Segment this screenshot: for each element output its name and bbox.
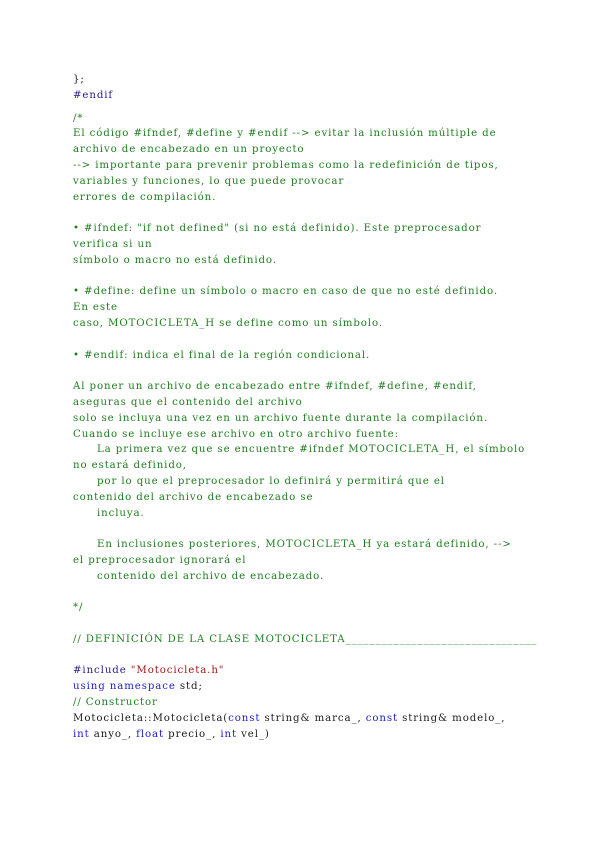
comment-open: /* [73, 112, 84, 124]
param-modelo: string& modelo_, [397, 712, 506, 724]
spacer [73, 104, 528, 111]
comment-line: archivo de encabezado en un proyecto [73, 144, 305, 156]
const-keyword: const [228, 712, 261, 724]
comment-line: caso, MOTOCICLETA_H se define como un símbolo. [73, 317, 383, 329]
comment-line: incluya. [97, 507, 145, 519]
comment-line: --> importante para prevenir problemas como la redefinición de tipos, [73, 159, 499, 171]
comment-line: símbolo o macro no está definido. [73, 254, 277, 266]
comment-line: errores de compilación. [73, 191, 217, 203]
spacer [73, 205, 528, 221]
comment-line: el preprocesador ignorará el [73, 554, 247, 566]
comment-line: no estará definido, [73, 460, 187, 472]
comment-line: Al poner un archivo de encabezado entre #ifndef, #define, #endif, [73, 381, 477, 393]
constructor-signature-line2 [73, 727, 528, 743]
comment-line: En inclusiones posteriores, MOTOCICLETA_H ya estará definido, --> [97, 539, 512, 551]
comment-line: contenido del archivo de encabezado. [97, 570, 325, 582]
spacer [73, 269, 528, 285]
comment-close: */ [73, 602, 84, 614]
float-keyword: float [136, 728, 165, 740]
param-precio: precio_, [164, 728, 221, 740]
include-file: "Motocicleta.h" [130, 665, 225, 677]
close-brace-line: }; [73, 74, 85, 85]
code-document [73, 72, 538, 742]
spacer [73, 585, 528, 601]
constructor-signature-line1 [73, 711, 528, 727]
bullet-define: • #define: define un símbolo o macro en caso de que no esté definido. [73, 286, 498, 298]
comment-line: La primera vez que se encuentre #ifndef MOTOCICLETA_H, el símbolo [97, 444, 526, 456]
const-keyword: const [365, 712, 398, 724]
bullet-endif: • #endif: indica el final de la región condicional. [73, 349, 371, 361]
comment-line: aseguras que el contenido del archivo [73, 396, 303, 408]
param-vel: vel_) [236, 728, 270, 740]
endif-directive: #endif [73, 89, 114, 101]
constructor-name: Motocicleta::Motocicleta( [73, 712, 229, 724]
spacer [73, 616, 528, 632]
include-directive: #include [73, 665, 127, 677]
param-anyo: anyo_, [89, 728, 137, 740]
bullet-ifndef: • #ifndef: "if not defined" (si no está definido). Este preprocesador [73, 223, 482, 235]
int-keyword: int [220, 728, 237, 740]
constructor-comment: // Constructor [73, 697, 158, 709]
comment-line: verifica si un [73, 238, 153, 250]
comment-line: por lo que el preprocesador lo definirá y permitirá que el [97, 475, 445, 487]
comment-line: solo se incluya una vez en un archivo fuente durante la compilación. [73, 412, 489, 424]
comment-line: El código #ifndef, #define y #endif --> evitar la inclusión múltiple de [73, 128, 497, 140]
comment-line: variables y funciones, lo que puede provocar [73, 175, 345, 187]
using-keyword: using [73, 681, 106, 693]
comment-line: contenido del archivo de encabezado se [73, 491, 314, 503]
include-line [73, 663, 528, 679]
int-keyword: int [73, 728, 90, 740]
spacer [73, 363, 528, 379]
std-identifier: std; [179, 681, 203, 693]
spacer [73, 332, 528, 348]
spacer [73, 521, 528, 537]
section-comment: // DEFINICIÓN DE LA CLASE MOTOCICLETA________________________________ [73, 633, 538, 645]
namespace-keyword: namespace [109, 681, 176, 693]
using-line [73, 679, 528, 695]
param-marca: string& marca_, [260, 712, 366, 724]
spacer [73, 648, 528, 664]
comment-line: En este [73, 302, 118, 314]
comment-line: Cuando se incluye ese archivo en otro archivo fuente: [73, 428, 399, 440]
